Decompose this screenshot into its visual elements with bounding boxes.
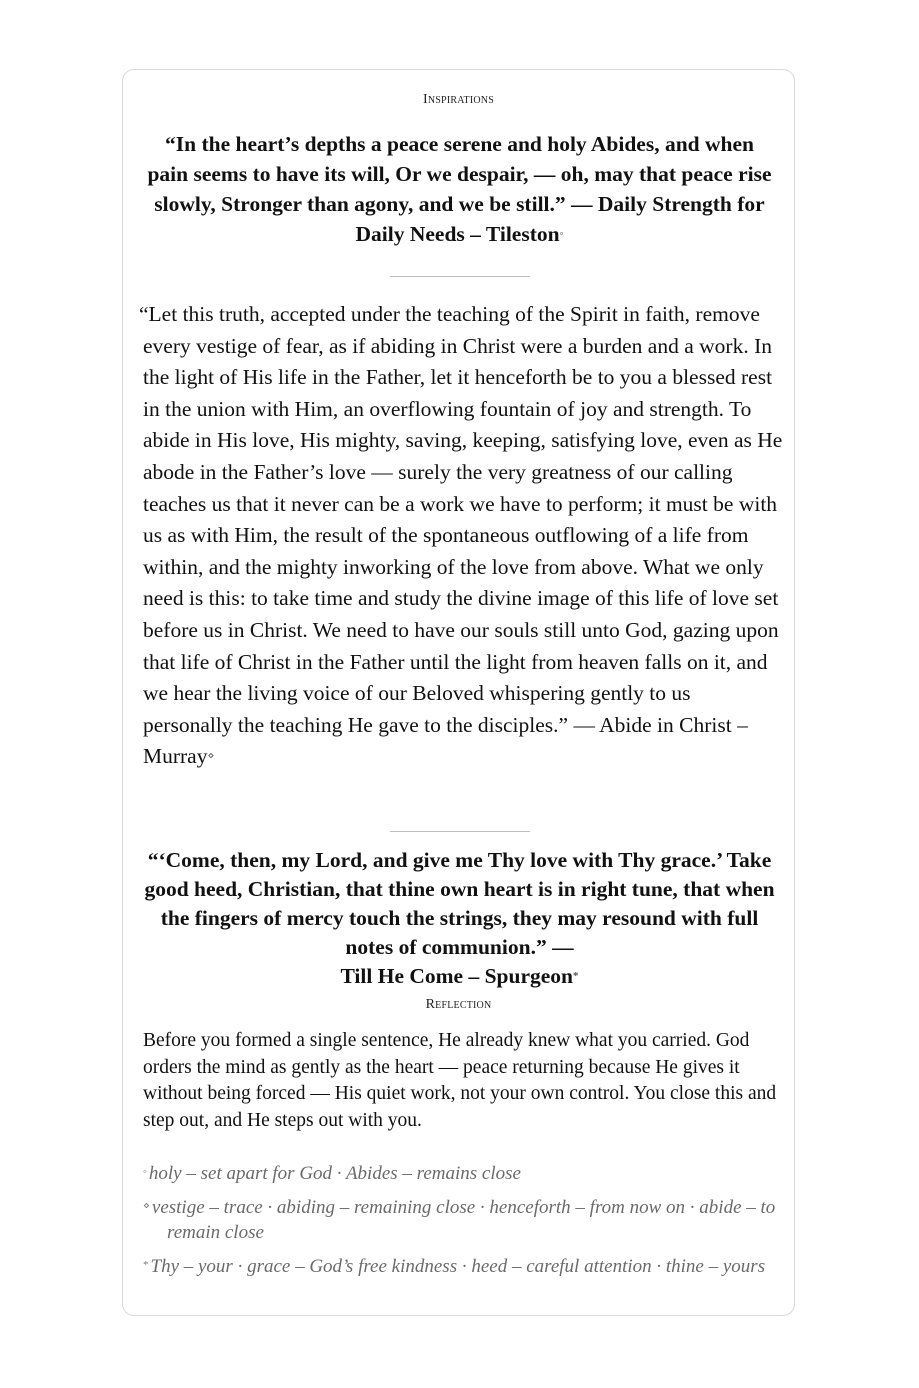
devotional-card	[122, 69, 795, 1316]
glossary-text: holy – set apart for God · Abides – remains close	[148, 1163, 521, 1184]
glossary	[143, 1160, 783, 1287]
glossary-text: Thy – your · grace – God’s free kindness · heed – careful attention · thine – yours	[150, 1256, 766, 1277]
footnote-mark-circle-icon: ◦	[559, 228, 564, 240]
quote-tileston	[143, 129, 776, 249]
quote-murray-source: — Abide in Christ – Murray	[143, 712, 748, 769]
footnote-mark-diamond-icon: ⋄	[143, 1200, 150, 1212]
inspirations-label: Inspirations	[423, 92, 494, 107]
quote-murray-text: “Let this truth, accepted under the teaching of the Spirit in faith, remove every vestige of fear, as if abiding in Christ were a burden and a work. In the light of His life in the Father, let it henceforth be to you a blessed rest in the union with Him, an overflowing fountain of joy and strength. To abide in His love, His mighty, saving, keeping, satisfying love, even as He abode in the Father’s love — surely the very greatness of our calling teaches us that it never can be a work we have to perform; it must be with us as with Him, the result of the spontaneous outflowing of a life from within, and the mighty inworking of the love from above. What we only need is this: to take time and study the divine image of this life of love set before us in Christ. We need to have our souls still unto God, gazing upon that life of Christ in the Father until the light from heaven falls on it, and we hear the living voice of our Beloved whispering gently to us personally the teaching He gave to the disciples.”	[139, 302, 783, 737]
quote-tileston-source: — Daily Strength for Daily Needs – Tileston	[355, 192, 765, 246]
glossary-entry	[143, 1194, 783, 1245]
quote-spurgeon-text: “‘Come, then, my Lord, and give me Thy love with Thy grace.’ Take good heed, Christian, that thine own heart is in right tune, that when the fingers of mercy touch the strings, they may resound with full notes of communion.” —	[144, 848, 775, 959]
section-divider	[390, 831, 530, 832]
glossary-entry	[143, 1160, 783, 1186]
quote-tileston-text: “In the heart’s depths a peace serene and holy Abides, and when pain seems to have its will, Or we despair, — oh, may that peace rise slowly, Stronger than agony, and we be still.”	[147, 132, 772, 216]
reflection-label: Reflection	[425, 997, 492, 1012]
quote-spurgeon	[137, 846, 782, 991]
glossary-text: vestige – trace · abiding – remaining close · henceforth – from now on · abide – to remain close	[151, 1197, 776, 1243]
footnote-mark-asterisk-icon: *	[573, 970, 579, 982]
footnote-mark-asterisk-icon: *	[143, 1259, 149, 1271]
footnote-mark-circle-icon: ◦	[143, 1166, 147, 1178]
section-divider	[390, 276, 530, 277]
quote-murray	[139, 299, 783, 773]
reflection-text: Before you formed a single sentence, He already knew what you carried. God orders the mind as gently as the heart — peace returning because He gives it without being forced — His quiet work, not your own control. You close this and step out, and He steps out with you.	[143, 1030, 777, 1131]
footnote-mark-diamond-icon: ⋄	[207, 750, 215, 763]
quote-spurgeon-source: Till He Come – Spurgeon	[340, 964, 574, 988]
glossary-entry	[143, 1253, 783, 1279]
